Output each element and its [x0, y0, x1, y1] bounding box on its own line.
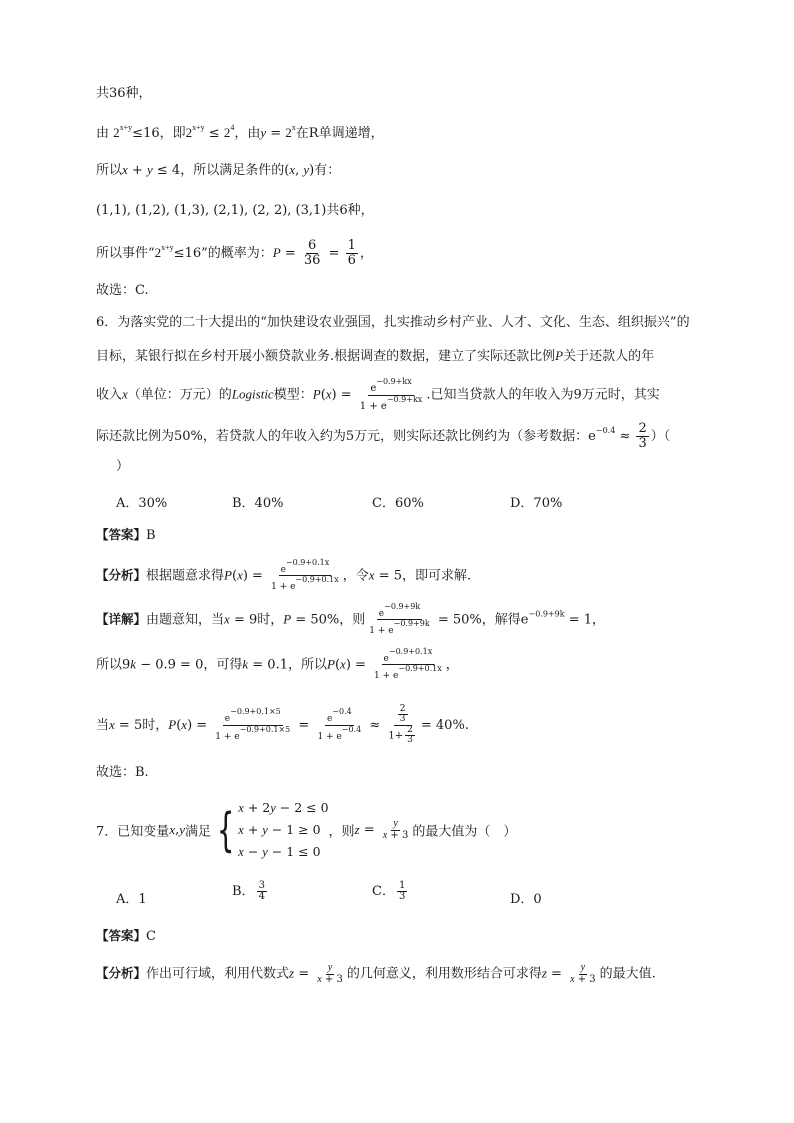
- q6-option-c: C．60%: [372, 496, 424, 511]
- solution-line-count: 共36种，: [96, 86, 152, 101]
- q7-answer: 【答案】C: [96, 928, 156, 944]
- q7-analysis: 【分析】作出可行域，利用代数式z = $\frac{y}{x + 3}$ 的几何意义，利用数形结合可求得z = $\frac{y}{x + 3}$ 的最大值.: [96, 962, 656, 985]
- question-6-line-1: 6．为落实党的二十大提出的“加快建设农业强国，扎实推动乡村产业、人才、文化、生态、组织振兴”的: [96, 315, 690, 330]
- q6-option-a: A．30%: [116, 496, 168, 511]
- question-7: 7．已知变量x,y满足 { x + 2y − 2 ≤ 0 x + y − 1 ≥ 0 x − y − 1 ≤ 0，则z = $\frac{y}{x + 3}$ 的最大值为（ ）: [96, 797, 516, 863]
- question-6-line-3: 收入x（单位：万元）的Logistic模型：P(x) = $\frac{e^{-0.9+kx}}{1 + e^{-0.9+kx}}$ .已知当贷款人的年收入为9万元时，其实: [96, 377, 660, 412]
- q6-detail-choice: 故选：B.: [96, 765, 149, 780]
- q7-option-d: D．0: [510, 892, 542, 907]
- q7-option-b: B． $\frac{3}{4}$: [232, 879, 265, 902]
- solution-line-probability: 所以事件“$2^{x+y}\le 16$”的概率为：P = $\frac{6}{36}$ = $\frac{1}{6}$ ，: [96, 238, 373, 268]
- q7-option-a: A．1: [116, 892, 147, 907]
- q7-option-c: C． $\frac{1}{3}$: [372, 879, 406, 902]
- constraint-system: x + 2y − 2 ≤ 0 x + y − 1 ≥ 0 x − y − 1 ≤ 0: [238, 800, 329, 859]
- q6-answer: 【答案】B: [96, 527, 156, 543]
- solution-line-inequality: 由 $2^{x+y}\le 16$，即$2^{x+y} \le 2^4$，由$y = 2^x$在R单调递增，: [96, 123, 384, 141]
- q6-detail-line-1: 【详解】由题意知，当x = 9时，P = 50%，则 $\frac{e^{-0.9+9k}}{1 + e^{-0.9+9k}}$ = 50%，解得$e^{-0.9+9k} = 1$，: [96, 602, 605, 637]
- solution-line-condition: 所以x + y ≤ 4，所以满足条件的(x, y)有：: [96, 162, 341, 178]
- q6-detail-line-3: 当x = 5时，P(x) = $\frac{e^{-0.9+0.1\times 5}}{1 + e^{-0.9+0.1\times 5}}$ = $\frac{e^{-0.4}}{1 + e^{-0.4}}$ ≈ $\frac{2}{3}$ 1+ $\frac{2}{3}$ = 40%.: [96, 704, 469, 746]
- question-6-line-5: ）: [116, 459, 130, 474]
- system-brace: {: [216, 803, 235, 857]
- question-6-line-4: 际还款比例为50%，若贷款人的年收入约为5万元，则实际还款比例约为（参考数据：$e^{-0.4}$ ≈ $\frac{2}{3}$ ）（: [96, 421, 671, 451]
- question-6-line-2: 目标，某银行拟在乡村开展小额贷款业务.根据调查的数据，建立了实际还款比例P关于还款人的年: [96, 348, 655, 364]
- q6-option-d: D．70%: [510, 496, 563, 511]
- solution-line-pairs: (1,1), (1,2), (1,3), (2,1), (2, 2), (3,1)共6种，: [96, 203, 374, 218]
- q6-detail-line-2: 所以9k − 0.9 = 0，可得k = 0.1，所以P(x) = $\frac{e^{-0.9+0.1x}}{1 + e^{-0.9+0.1x}}$ ，: [96, 647, 459, 682]
- q6-option-b: B．40%: [232, 496, 284, 511]
- q6-analysis: 【分析】根据题意求得P(x) = $\frac{e^{-0.9+0.1x}}{1 + e^{-0.9+0.1x}}$ ，令x = 5，即可求解.: [96, 558, 472, 593]
- solution-line-choice: 故选：C.: [96, 283, 149, 298]
